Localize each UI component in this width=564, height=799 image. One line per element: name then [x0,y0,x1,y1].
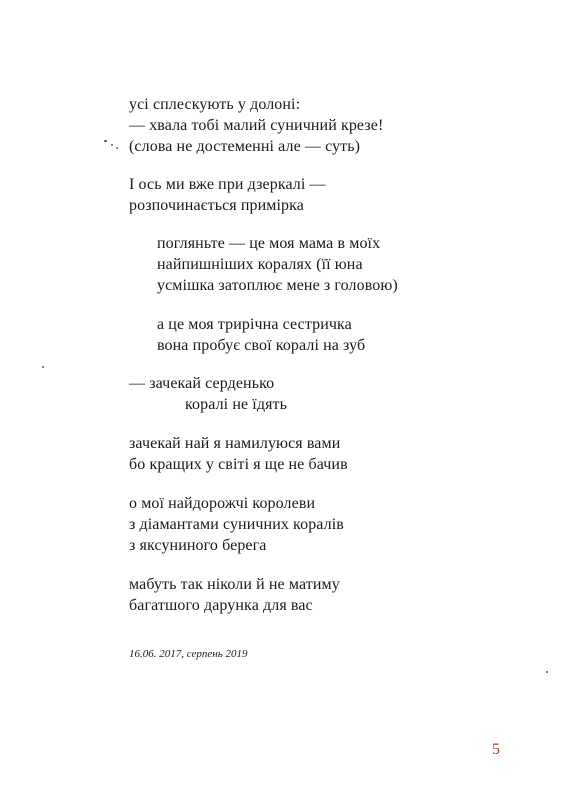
poem-line: — зачекай серденько [129,375,275,392]
poem-line: багатшого дарунка для вас [129,597,313,614]
poem-date: 16.06. 2017, серпень 2019 [129,648,248,660]
poem-line: зачекай най я намилуюся вами [129,435,341,452]
scan-speck [111,144,113,146]
poem-line: вона пробує свої коралі на зуб [157,337,366,354]
scan-speck [546,671,548,673]
poem-line: (слова не достеменні але — суть) [129,138,361,155]
poem-line: усмішка затоплює мене з головою) [157,277,398,294]
scan-speck [42,366,44,368]
poem-line: а це моя трирічна сестричка [157,316,352,333]
poem-line: з яксуниного берега [129,537,267,554]
poem-line: бо кращих у світі я ще не бачив [129,456,348,473]
poem-line: найпишніших коралях (її юна [157,256,363,273]
scan-speck [104,140,107,142]
poem-line: усі сплескують у долоні: [129,96,301,113]
page-number: 5 [492,741,500,758]
scan-speck [116,147,118,149]
poem-line: з діамантами суничних коралів [129,516,344,533]
poem-line: погляньте — це моя мама в моїх [157,235,381,252]
poem-line: І ось ми вже при дзеркалі — [129,176,326,193]
poem-line: — хвала тобі малий суничний крезе! [129,117,384,134]
poem-line: о мої найдорожчі королеви [129,495,316,512]
poem-line: розпочинається примірка [129,197,304,214]
poem-line: коралі не їдять [185,396,288,413]
poem-line: мабуть так ніколи й не матиму [129,576,340,593]
